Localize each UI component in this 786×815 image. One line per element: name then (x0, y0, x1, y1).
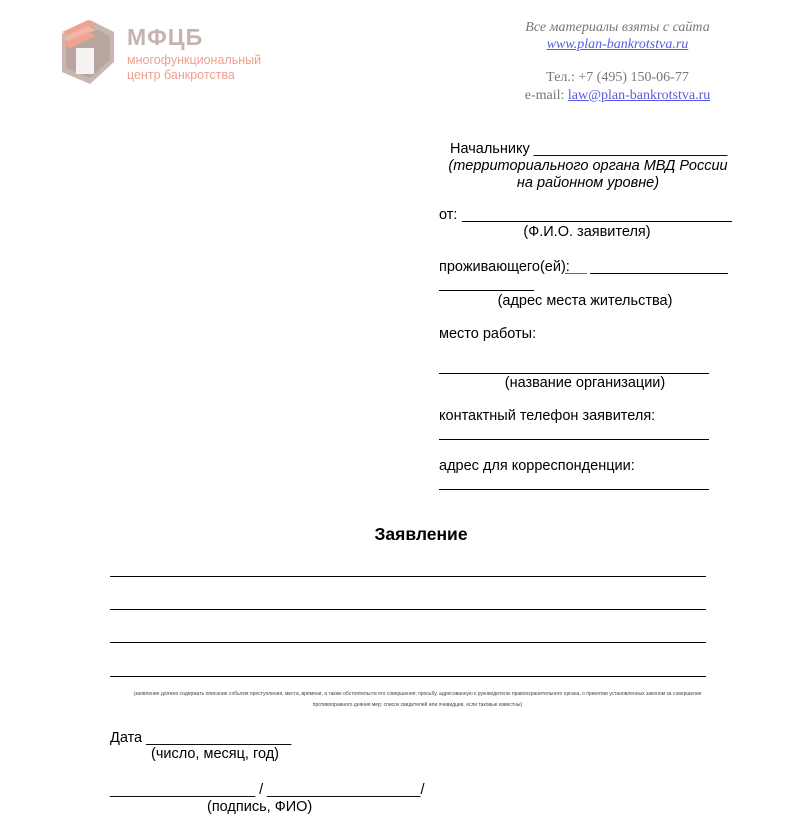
email-link[interactable]: law@plan-bankrotstva.ru (567, 88, 711, 103)
residing-label: проживающего(ей): (439, 259, 570, 275)
source-line: Все материалы взяты с сайта (525, 20, 710, 35)
statement-line-2 (110, 609, 706, 610)
statement-line-1 (110, 576, 706, 577)
organ-line2: на районном уровне) (516, 175, 660, 191)
date-caption: (число, месяц, год) (151, 746, 279, 762)
signature-caption: (подпись, ФИО) (207, 799, 313, 815)
work-label: место работы: (439, 326, 537, 342)
site-link-wrap (500, 37, 735, 53)
mail-label: адрес для корреспонденции: (439, 458, 635, 474)
statement-note (110, 689, 725, 711)
logo (60, 18, 270, 88)
statement-title: Заявление (374, 524, 468, 544)
residing-link-line (565, 273, 587, 274)
statement-note-line1: (заявление должно содержать описание события преступления, места, времени, а также обстоятельств его совершения; просьбу, адресованную к руководителю правоохранительного органа, о принятии установленных законом за совершение (133, 691, 702, 697)
email-line (500, 88, 735, 104)
phone-line-blank (439, 439, 709, 440)
phone-label: контактный телефон заявителя: (439, 408, 656, 424)
org-caption: (название организации) (504, 375, 666, 391)
phone-line: Тел.: +7 (495) 150-06-77 (546, 70, 689, 85)
logo-title: МФЦБ (127, 24, 204, 50)
mfcb-shield-logo-icon (60, 18, 116, 86)
statement-line-4 (110, 676, 706, 677)
to-chief-label: Начальнику ________________________ (450, 141, 728, 157)
statement-note-line2: противоправного деяния мер; список свидетелей или очевидцев, если таковые известны) (312, 702, 523, 708)
organ-line1: (территориального органа МВД России (448, 158, 728, 174)
from-caption: (Ф.И.О. заявителя) (523, 224, 651, 240)
email-label: e-mail: (524, 88, 568, 103)
logo-subtitle-line1: многофункциональный (127, 53, 262, 67)
from-label: от: (439, 207, 458, 223)
residing-line1 (590, 273, 728, 274)
date-label: Дата __________________ (110, 730, 292, 746)
from-line (462, 221, 732, 222)
address-caption: (адрес места жительства) (497, 293, 673, 309)
signature-line: __________________ / ___________________/ (110, 782, 425, 798)
work-line (439, 373, 709, 374)
site-link[interactable]: www.plan-bankrotstva.ru (546, 37, 689, 52)
residing-line2 (439, 290, 534, 291)
statement-line-3 (110, 642, 706, 643)
mail-line-blank (439, 489, 709, 490)
logo-subtitle-line2: центр банкротства (127, 68, 235, 82)
